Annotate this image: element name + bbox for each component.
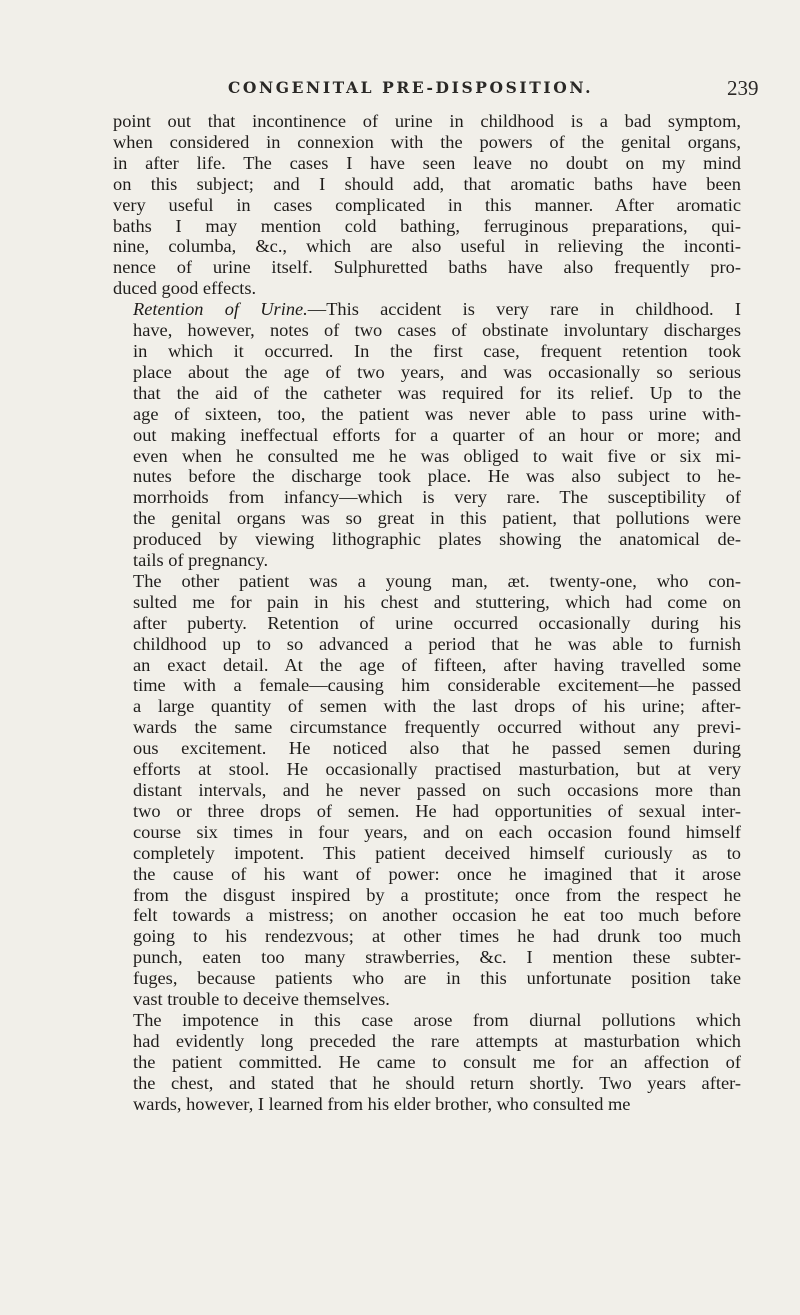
body-text — [113, 111, 741, 1115]
text-line: produced by viewing lithographic plates showing the anatomical de- — [133, 529, 741, 550]
text-line: on this subject; and I should add, that aromatic baths have been — [113, 173, 741, 194]
text-line: in after life. The cases I have seen leave no doubt on my mind — [113, 152, 741, 173]
text-line: completely impotent. This patient deceived himself curiously as to — [133, 842, 741, 863]
text-line: age of sixteen, too, the patient was never able to pass urine with- — [133, 403, 741, 424]
text-line: even when he consulted me he was obliged to wait five or six mi- — [133, 445, 741, 466]
text-line: two or three drops of semen. He had opportunities of sexual inter- — [133, 800, 741, 821]
text-line: place about the age of two years, and was occasionally so serious — [133, 361, 741, 382]
paragraph — [113, 111, 741, 299]
text-line: sulted me for pain in his chest and stuttering, which had come on — [133, 591, 741, 612]
text-line: course six times in four years, and on each occasion found himself — [133, 821, 741, 842]
text-line: Retention of Urine.—This accident is very rare in childhood. I — [133, 299, 741, 320]
text-line: an exact detail. At the age of fifteen, after having travelled some — [133, 654, 741, 675]
text-line: duced good effects. — [113, 278, 257, 299]
text-line: the chest, and stated that he should return shortly. Two years after- — [133, 1072, 741, 1093]
text-line: when considered in connexion with the powers of the genital organs, — [113, 131, 741, 152]
text-line: tails of pregnancy. — [133, 550, 269, 571]
text-line: had evidently long preceded the rare attempts at masturbation which — [133, 1030, 741, 1051]
text-line: that the aid of the catheter was required for its relief. Up to the — [133, 382, 741, 403]
text-line: The other patient was a young man, æt. twenty-one, who con- — [133, 570, 741, 591]
running-title: CONGENITAL PRE-DISPOSITION. — [228, 78, 594, 97]
text-line: The impotence in this case arose from diurnal pollutions which — [133, 1009, 741, 1030]
section-heading: Retention of Urine. — [133, 299, 308, 320]
text-line: baths I may mention cold bathing, ferruginous preparations, qui- — [113, 215, 741, 236]
text-line: nutes before the discharge took place. He was also subject to he- — [133, 466, 741, 487]
paragraph — [113, 299, 741, 571]
text-line: distant intervals, and he never passed on such occasions more than — [133, 780, 741, 800]
text-line: fuges, because patients who are in this unfortunate position take — [133, 968, 741, 989]
text-line: wards, however, I learned from his elder brother, who consulted me — [133, 1093, 631, 1114]
running-head — [0, 78, 800, 102]
text-line: vast trouble to deceive themselves. — [133, 989, 390, 1010]
page-number: 239 — [727, 76, 759, 100]
text-line: nence of urine itself. Sulphuretted baths have also frequently pro- — [113, 257, 741, 278]
text-line: after puberty. Retention of urine occurred occasionally during his — [133, 612, 741, 633]
text-line: going to his rendezvous; at other times he had drunk too much — [133, 926, 741, 947]
paragraph — [113, 1010, 741, 1115]
text-line: a large quantity of semen with the last drops of his urine; after- — [133, 696, 741, 717]
text-line: have, however, notes of two cases of obstinate involuntary discharges — [133, 320, 741, 341]
text-line: in which it occurred. In the first case, frequent retention took — [133, 340, 741, 361]
text-line: efforts at stool. He occasionally practised masturbation, but at very — [133, 759, 741, 780]
text-line: the cause of his want of power: once he imagined that it arose — [133, 863, 741, 884]
text-line: felt towards a mistress; on another occasion he eat too much before — [133, 905, 741, 926]
text-line: point out that incontinence of urine in childhood is a bad symptom, — [113, 111, 741, 131]
text-line: the patient committed. He came to consult me for an affection of — [133, 1051, 741, 1072]
text-line: very useful in cases complicated in this manner. After aromatic — [113, 194, 741, 215]
paragraph — [113, 571, 741, 1010]
text-line: time with a female—causing him considerable excitement—he passed — [133, 675, 741, 696]
text-line: punch, eaten too many strawberries, &c. I mention these subter- — [133, 947, 741, 968]
text-line: childhood up to so advanced a period that he was able to furnish — [133, 633, 741, 654]
text-line: ous excitement. He noticed also that he passed semen during — [133, 738, 741, 759]
text-line: morrhoids from infancy—which is very rare. The susceptibility of — [133, 487, 741, 508]
text-line: out making ineffectual efforts for a quarter of an hour or more; and — [133, 424, 741, 445]
text-line: wards the same circumstance frequently occurred without any previ- — [133, 717, 741, 738]
text-line: from the disgust inspired by a prostitute; once from the respect he — [133, 884, 741, 905]
text-line: the genital organs was so great in this patient, that pollutions were — [133, 508, 741, 529]
text-line: nine, columba, &c., which are also useful in relieving the inconti- — [113, 236, 741, 257]
